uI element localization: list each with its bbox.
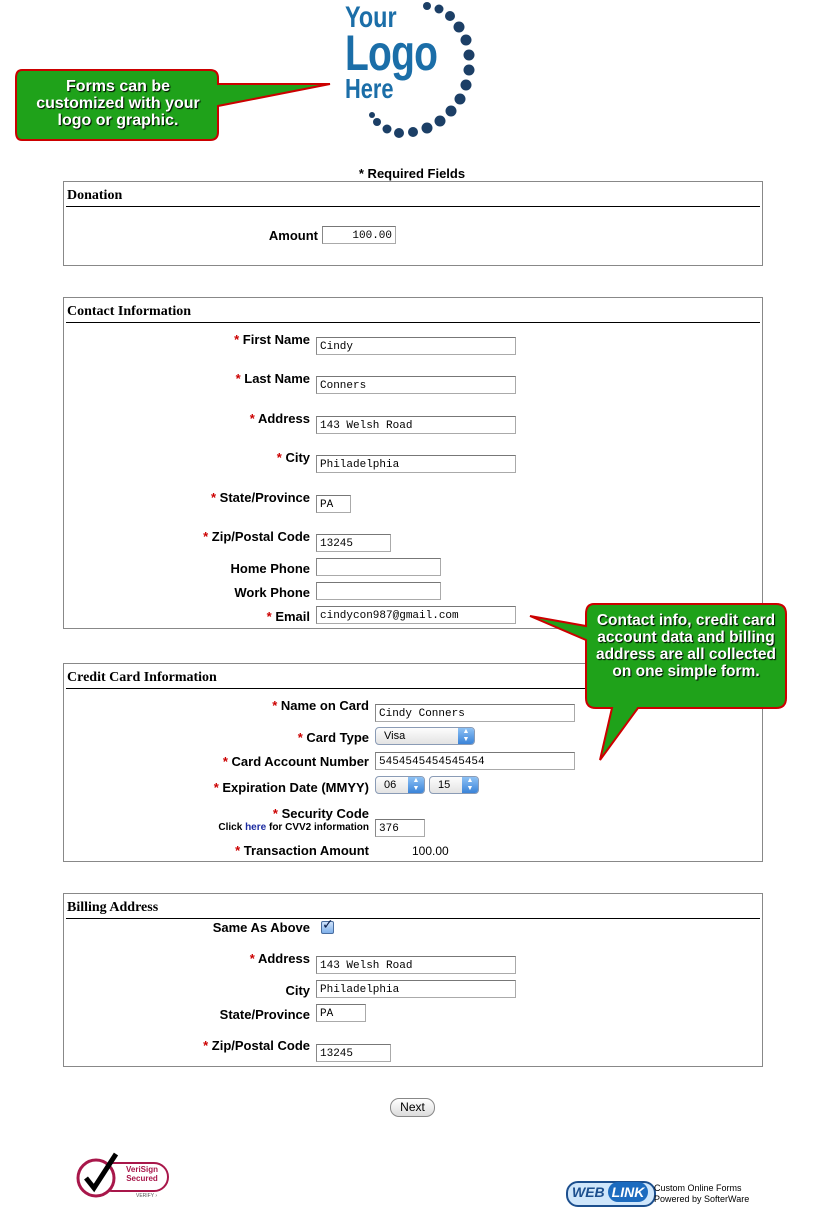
form-callout [526,600,796,770]
billing-zip-input[interactable]: 13245 [316,1044,391,1062]
first-name-label: * First Name [234,332,310,347]
verisign-line1: VeriSign [125,1165,158,1174]
contact-section [63,297,763,629]
billing-title: Billing Address [67,900,159,915]
city-input[interactable]: Philadelphia [316,455,516,473]
state-input[interactable]: PA [316,495,351,513]
card-number-input[interactable]: 5454545454545454 [375,752,575,770]
cvv-help-text: Click here for CVV2 information [218,822,369,833]
donation-title: Donation [67,188,123,203]
billing-city-input[interactable]: Philadelphia [316,980,516,998]
exp-year-value: 15 [438,779,451,791]
logo-callout [14,66,334,146]
security-code-input[interactable]: 376 [375,819,425,837]
billing-state-input[interactable]: PA [316,1004,366,1022]
card-title: Credit Card Information [67,670,217,685]
card-type-value: Visa [384,730,406,742]
email-label: * Email [266,609,310,624]
last-name-label: * Last Name [235,371,310,386]
amount-label: Amount [268,228,318,243]
cvv-help-link[interactable]: here [245,822,267,833]
expiration-label: * Expiration Date (MMYY) [213,780,369,795]
first-name-input[interactable]: Cindy [316,337,516,355]
state-label: * State/Province [211,490,310,505]
card-type-select[interactable] [375,727,475,745]
same-as-above-label: Same As Above [212,920,310,935]
home-phone-label: Home Phone [230,561,310,576]
last-name-input[interactable]: Conners [316,376,516,394]
name-on-card-label: * Name on Card [272,698,369,713]
logo [335,0,485,150]
security-code-label: * Security Code [272,806,369,821]
contact-title: Contact Information [67,304,192,319]
logo-text-logo: Logo [345,25,438,81]
weblink-tagline: Custom Online Forms [654,1183,742,1193]
transaction-amount-label: * Transaction Amount [235,843,369,858]
address-label: * Address [249,411,310,426]
billing-address-input[interactable]: 143 Welsh Road [316,956,516,974]
billing-state-label: State/Province [219,1007,310,1022]
same-as-above-checkbox[interactable] [321,916,334,934]
zip-input[interactable]: 13245 [316,534,391,552]
address-input[interactable]: 143 Welsh Road [316,416,516,434]
card-number-label: * Card Account Number [222,754,369,769]
transaction-amount-value: 100.00 [412,844,449,858]
logo-callout-text: Forms can be customized with your logo or graphic. [36,78,200,129]
weblink-link: LINK [608,1182,648,1202]
work-phone-input[interactable] [316,582,441,600]
card-type-label: * Card Type [297,730,369,745]
select-arrows-icon: ▲ ▼ [408,777,424,793]
logo-text-your: Your [345,1,397,34]
verisign-seal[interactable] [76,1150,176,1205]
home-phone-input[interactable] [316,558,441,576]
donation-section [63,181,763,266]
exp-year-select[interactable] [429,776,479,794]
weblink-logo[interactable] [566,1180,766,1210]
name-on-card-input[interactable]: Cindy Conners [375,704,575,722]
billing-address-label: * Address [249,951,310,966]
select-arrows-icon: ▲ ▼ [462,777,478,793]
verisign-line2: Secured [126,1174,158,1183]
weblink-web: WEB [572,1184,605,1200]
email-input[interactable]: cindycon987@gmail.com [316,606,516,624]
work-phone-label: Work Phone [234,585,310,600]
checkmark-icon: ✓ [322,916,334,932]
amount-input[interactable]: 100.00 [322,226,396,244]
weblink-powered-by: Powered by SofterWare [654,1194,750,1204]
select-arrows-icon: ▲ ▼ [458,728,474,744]
next-button[interactable]: Next [390,1098,435,1117]
form-callout-text: Contact info, credit card account data and billing address are all collected on one simple form. [595,612,777,680]
verisign-verify: VERIFY › [136,1193,158,1199]
billing-zip-label: * Zip/Postal Code [203,1038,310,1053]
logo-text-here: Here [345,73,394,104]
exp-month-value: 06 [384,779,397,791]
required-fields-note: * Required Fields [358,166,466,181]
billing-city-label: City [285,983,310,998]
exp-month-select[interactable] [375,776,425,794]
city-label: * City [276,450,310,465]
billing-section [63,893,763,1067]
zip-label: * Zip/Postal Code [203,529,310,544]
